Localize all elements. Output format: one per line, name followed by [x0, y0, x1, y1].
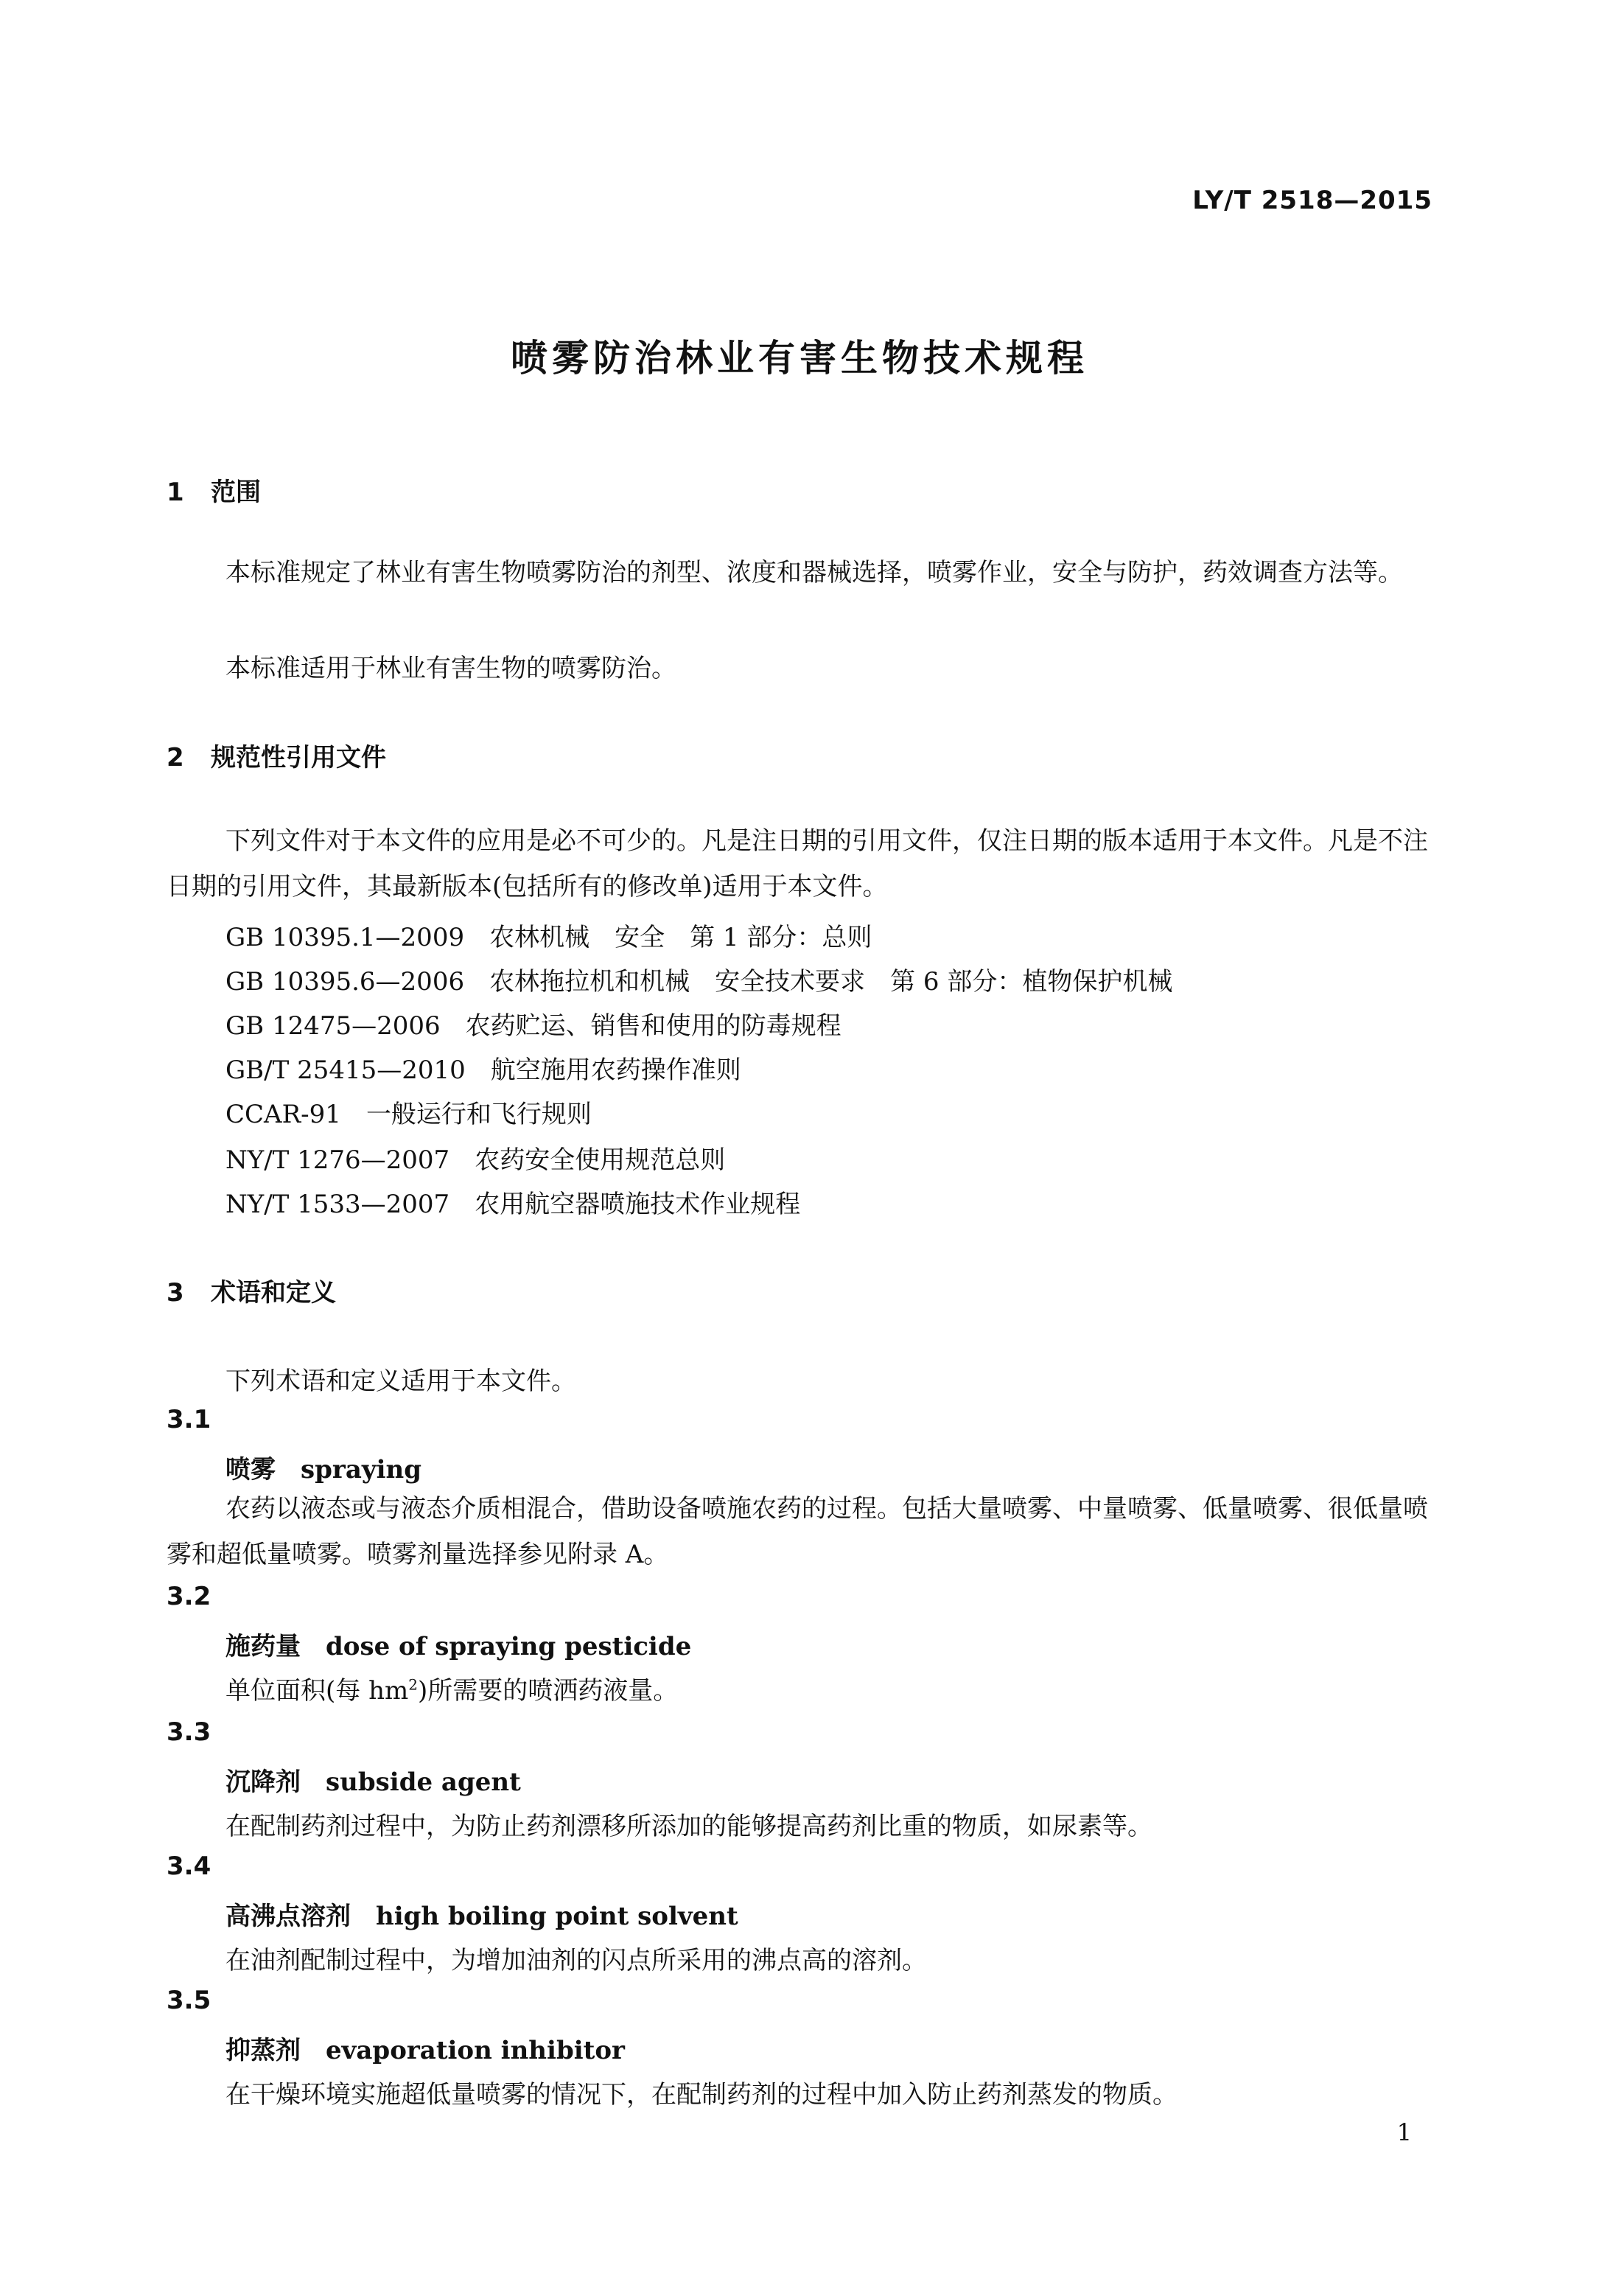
reference-item: [225, 1094, 592, 1130]
term-english: spraying: [301, 1455, 422, 1484]
term-name: [225, 1449, 421, 1485]
term-name: [225, 1896, 738, 1932]
document-title: 喷雾防治林业有害生物技术规程: [511, 337, 1088, 380]
reference-item: [225, 917, 872, 953]
section-number: 1: [167, 478, 184, 507]
term-definition-part: )所需要的喷洒药液量。: [417, 1676, 679, 1706]
section-3-heading: [167, 1272, 336, 1308]
section-title: 术语和定义: [211, 1278, 336, 1308]
reference-item: [225, 1140, 725, 1176]
reference-item: [225, 1184, 800, 1220]
reference-code: GB 10395.6—2006: [225, 967, 465, 997]
term-definition: [225, 1670, 678, 1706]
section-1-paragraph-1: 本标准规定了林业有害生物喷雾防治的剂型、浓度和器械选择，喷雾作业，安全与防护，药效调查方法等。: [225, 558, 1403, 587]
term-english: dose of spraying pesticide: [326, 1632, 692, 1661]
reference-title: 农药贮运、销售和使用的防毒规程: [465, 1011, 842, 1041]
term-chinese: 喷雾: [225, 1455, 276, 1484]
reference-code: GB 10395.1—2009: [225, 923, 465, 952]
section-number: 3: [167, 1278, 184, 1308]
reference-code: GB/T 25415—2010: [225, 1055, 466, 1085]
term-number: 3.2: [167, 1582, 211, 1611]
section-title: 范围: [211, 478, 261, 507]
reference-code: GB 12475—2006: [225, 1011, 441, 1041]
term-chinese: 施药量: [225, 1632, 301, 1661]
term-definition: 在配制药剂过程中，为防止药剂漂移所添加的能够提高药剂比重的物质，如尿素等。: [225, 1812, 1152, 1841]
reference-title: 航空施用农药操作准则: [490, 1055, 741, 1085]
term-definition: 农药以液态或与液态介质相混合，借助设备喷施农药的过程。包括大量喷雾、中量喷雾、低量喷雾、很低量喷雾和超低量喷雾。喷雾剂量选择参见附录 A。: [167, 1494, 1428, 1569]
term-chinese: 高沸点溶剂: [225, 1902, 351, 1931]
term-english: subside agent: [326, 1768, 521, 1797]
term-number: 3.3: [167, 1717, 211, 1747]
term-definition-part: 单位面积(每 hm: [225, 1676, 409, 1706]
reference-title: 一般运行和飞行规则: [365, 1100, 592, 1129]
term-number: 3.4: [167, 1852, 211, 1881]
section-1-heading: [167, 472, 261, 508]
reference-code: NY/T 1533—2007: [225, 1190, 450, 1219]
superscript: 2: [408, 1675, 418, 1694]
term-english: evaporation inhibitor: [326, 2036, 625, 2065]
section-2-paragraph-1: 下列文件对于本文件的应用是必不可少的。凡是注日期的引用文件，仅注日期的版本适用于本文件。凡是不注日期的引用文件，其最新版本(包括所有的修改单)适用于本文件。: [167, 826, 1428, 901]
reference-title: 农林拖拉机和机械 安全技术要求 第 6 部分：植物保护机械: [489, 967, 1173, 997]
reference-title: 农林机械 安全 第 1 部分：总则: [489, 923, 872, 952]
section-title: 规范性引用文件: [211, 743, 386, 772]
reference-title: 农药安全使用规范总则: [475, 1145, 726, 1175]
page-number: 1: [1396, 2118, 1412, 2146]
reference-code: CCAR-91: [225, 1100, 341, 1129]
term-definition: 在油剂配制过程中，为增加油剂的闪点所采用的沸点高的溶剂。: [225, 1946, 927, 1975]
section-1-paragraph-2: 本标准适用于林业有害生物的喷雾防治。: [225, 654, 676, 683]
term-name: [225, 1626, 691, 1662]
term-name: [225, 1762, 521, 1798]
section-2-heading: [167, 737, 386, 773]
section-number: 2: [167, 743, 184, 772]
section-3-intro: 下列术语和定义适用于本文件。: [225, 1367, 576, 1396]
reference-item: [225, 1005, 842, 1041]
term-chinese: 沉降剂: [225, 1768, 301, 1797]
standard-code: LY/T 2518—2015: [1192, 186, 1432, 215]
reference-item: [225, 961, 1172, 997]
term-chinese: 抑蒸剂: [225, 2036, 301, 2065]
term-english: high boiling point solvent: [376, 1902, 738, 1931]
term-definition: 在干燥环境实施超低量喷雾的情况下，在配制药剂的过程中加入防止药剂蒸发的物质。: [225, 2080, 1178, 2110]
reference-code: NY/T 1276—2007: [225, 1145, 450, 1175]
term-number: 3.1: [167, 1405, 211, 1434]
term-number: 3.5: [167, 1986, 211, 2015]
reference-item: [225, 1050, 741, 1086]
term-name: [225, 2030, 625, 2066]
reference-title: 农用航空器喷施技术作业规程: [475, 1190, 801, 1219]
